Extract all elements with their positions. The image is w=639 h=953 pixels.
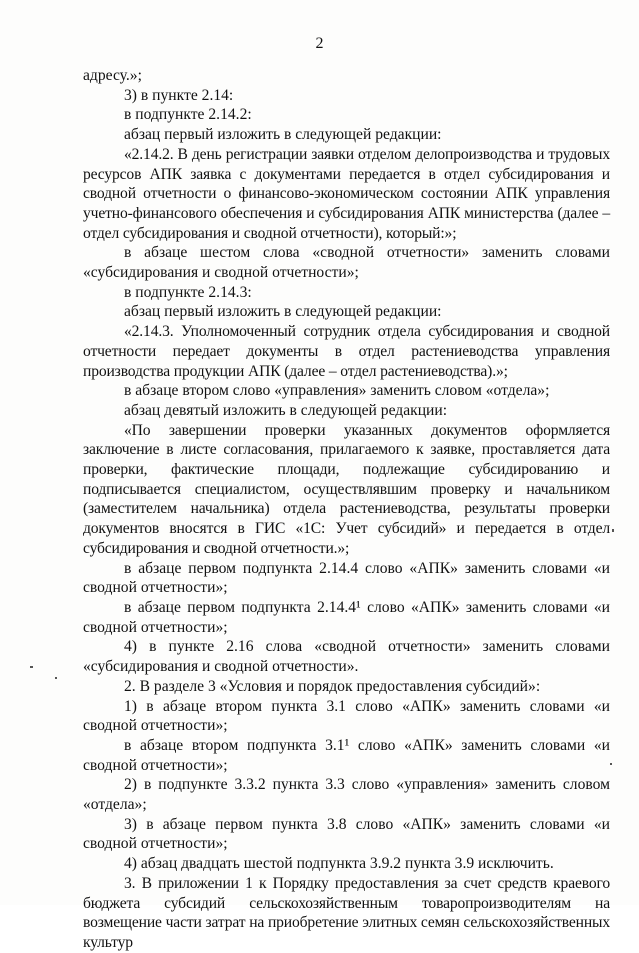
paragraph: 1) в абзаце втором пункта 3.1 слово «АПК» заменить словами «и сводной отчетности»; [83,697,610,735]
paragraph: адресу.»; [83,67,142,84]
paragraph: в абзаце первом подпункта 2.14.4¹ слово «АПК» заменить словами «и сводной отчетности»; [83,598,610,636]
paragraph: 2) в подпункте 3.3.2 пункта 3.3 слово «управления» заменить словом «отдела»; [83,776,610,814]
scan-speck [610,763,612,765]
paragraph: 3) в пункте 2.14: [124,86,234,104]
scan-speck [612,529,614,532]
paragraph: 3) в абзаце первом пункта 3.8 слово «АПК» заменить словами «и сводной отчетности»; [83,815,610,853]
scan-speck [30,666,33,668]
scan-speck [55,677,57,679]
paragraph: в абзаце шестом слова «сводной отчетности» заменить словами «субсидирования и сводной отчетности»; [83,244,610,282]
paragraph: абзац первый изложить в следующей редакции: [124,126,442,144]
paragraph: 4) абзац двадцать шестой подпункта 3.9.2 пункта 3.9 исключить. [124,855,554,873]
paragraph: абзац девятый изложить в следующей редакции: [124,401,448,419]
paragraph: «2.14.3. Уполномоченный сотрудник отдела субсидирования и сводной отчетности передает документы в отдел растениеводства управления производства продукции АПК (далее – отдел растениеводства).»; [83,323,610,380]
paragraph: «По завершении проверки указанных документов оформляется заключение в листе согласования, прилагаемого к заявке, проставляется дата проверки, фактические площади, подлежащие субсидированию и подписывается специалистом, осуществлявшим проверку и начальником (заместителем начальника) отдела растениеводства, результаты проверки документов вносятся в ГИС «1С: Учет субсидий» и передается в отдел субсидирования и сводной отчетности.»; [83,421,610,557]
paragraph: «2.14.2. В день регистрации заявки отделом делопроизводства и трудовых ресурсов АПК заявка с документами передается в отдел субсидирования и сводной отчетности о финансово-экономическом состоянии АПК управления учетно-финансового обеспечения и субсидирования АПК министерства (далее – отдел субсидирования и сводной отчетности), который:»; [83,145,610,242]
paragraph: в абзаце первом подпункта 2.14.4 слово «АПК» заменить словами «и сводной отчетности»; [83,559,610,597]
paragraph: в абзаце втором подпункта 3.1¹ слово «АПК» заменить словами «и сводной отчетности»; [83,736,610,774]
paragraph: в абзаце втором слово «управления» заменить словом «отдела»; [124,382,550,400]
paragraph: 4) в пункте 2.16 слова «сводной отчетности» заменить словами «субсидирования и сводной отчетности». [83,638,610,676]
page-number: 2 [315,35,324,52]
paragraph: в подпункте 2.14.2: [124,106,252,124]
paragraph: 2. В разделе 3 «Условия и порядок предоставления субсидий»: [124,677,541,695]
paragraph: в подпункте 2.14.3: [124,283,252,301]
paragraph: абзац первый изложить в следующей редакции: [124,303,442,321]
paragraph: 3. В приложении 1 к Порядку предоставления за счет средств краевого бюджета субсидий сельскохозяйственным товаропроизводителям на возмещение части затрат на приобретение элитных семян сельскохозяйственных культур [83,874,610,951]
document-body [83,66,610,953]
